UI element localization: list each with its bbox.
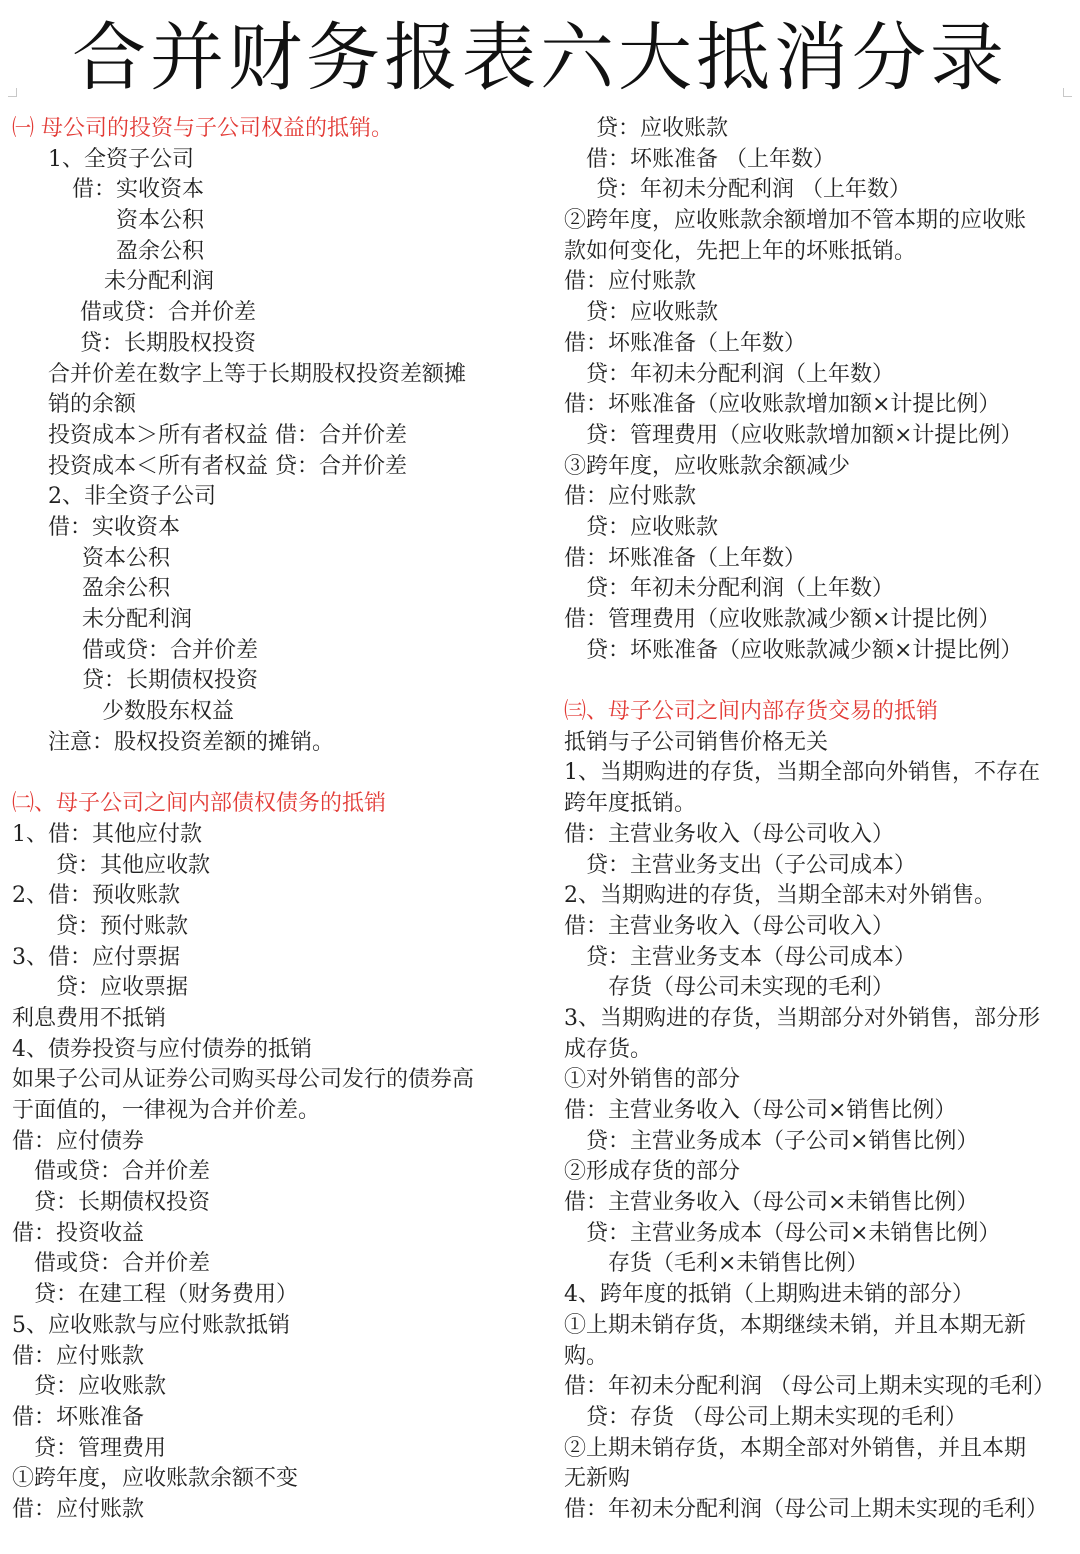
section-heading: ㈠ 母公司的投资与子公司权益的抵销。	[12, 116, 393, 141]
entry-line: 借：坏账准备	[12, 1404, 145, 1430]
entry-line: 资本公积	[116, 208, 205, 234]
entry-line: ①对外销售的部分	[564, 1067, 741, 1093]
entry-line: 借：主营业务收入（母公司收入）	[564, 821, 895, 847]
entry-line: 贷：年初未分配利润（上年数）	[586, 576, 895, 602]
entry-line: 借：坏账准备（上年数）	[564, 545, 807, 571]
entry-line: 贷：预付账款	[56, 913, 189, 939]
section-heading: ㈢、母子公司之间内部存货交易的抵销	[564, 699, 939, 725]
entry-line: 贷：年初未分配利润 （上年数）	[596, 177, 911, 203]
entry-line: 无新购	[564, 1466, 631, 1492]
entry-line: 如果子公司从证券公司购买母公司发行的债券高	[12, 1067, 475, 1093]
section-spacer	[564, 666, 1074, 697]
entry-line: ②上期未销存货，本期全部对外销售，并且本期	[564, 1435, 1027, 1461]
entry-line: 借：主营业务收入（母公司×销售比例）	[564, 1098, 957, 1123]
entry-line: 借或贷：合并价差	[82, 637, 259, 663]
entry-line: 1、借：其他应付款	[12, 821, 202, 847]
entry-line: 贷：管理费用	[34, 1435, 167, 1461]
entry-line: 4、跨年度的抵销（上期购进未销的部分）	[564, 1282, 974, 1308]
entry-line: 成存货。	[564, 1036, 653, 1062]
crop-mark-right	[1063, 88, 1072, 97]
document-title: 合并财务报表六大抵消分录	[72, 15, 1008, 101]
entry-line: 贷：长期债权投资	[34, 1190, 211, 1216]
entry-line: 借：应付账款	[564, 269, 697, 295]
entry-line: 贷：管理费用（应收账款增加额×计提比例）	[586, 422, 1023, 448]
entry-line: 贷：长期股权投资	[80, 330, 257, 356]
entry-line: 少数股东权益	[102, 699, 235, 725]
entry-line: 贷：坏账准备（应收账款减少额×计提比例）	[586, 637, 1023, 663]
entry-line: 贷：应收账款	[596, 116, 729, 141]
left-column	[12, 114, 542, 1526]
entry-line: ③跨年度，应收账款余额减少	[564, 453, 851, 479]
entry-line: 投资成本＞所有者权益 借：合并价差	[48, 422, 407, 448]
entry-line: 于面值的，一律视为合并价差。	[12, 1098, 321, 1123]
entry-line: 存货（毛利×未销售比例）	[608, 1251, 869, 1277]
entry-line: ②跨年度，应收账款余额增加不管本期的应收账	[564, 208, 1027, 234]
entry-line: 贷：主营业务支本（母公司成本）	[586, 944, 917, 970]
entry-line: 2、借：预收账款	[12, 883, 180, 909]
entry-line: ①跨年度，应收账款余额不变	[12, 1466, 299, 1492]
entry-line: 2、当期购进的存货，当期全部未对外销售。	[564, 883, 996, 909]
entry-line: 4、债券投资与应付债券的抵销	[12, 1036, 312, 1062]
entry-line: 合并价差在数字上等于长期股权投资差额摊	[48, 361, 467, 387]
entry-line: 贷：在建工程（财务费用）	[34, 1282, 299, 1308]
entry-line: 3、借：应付票据	[12, 944, 180, 970]
entry-line: 1、全资子公司	[48, 146, 194, 172]
entry-line: 贷：应收账款	[586, 300, 719, 326]
entry-line: 贷：主营业务支出（子公司成本）	[586, 852, 917, 878]
entry-line: 投资成本＜所有者权益 贷：合并价差	[48, 453, 407, 479]
entry-line: 借或贷：合并价差	[34, 1159, 211, 1185]
entry-line: 未分配利润	[82, 607, 193, 632]
entry-line: 借或贷：合并价差	[80, 300, 257, 326]
section-spacer	[12, 758, 542, 789]
entry-line: ②形成存货的部分	[564, 1159, 741, 1185]
entry-line: 贷：年初未分配利润（上年数）	[586, 361, 895, 387]
entry-line: 2、非全资子公司	[48, 484, 216, 510]
entry-line: ①上期未销存货，本期继续未销，并且本期无新	[564, 1312, 1027, 1338]
entry-line: 借：坏账准备（应收账款增加额×计提比例）	[564, 392, 1001, 418]
entry-line: 借：主营业务收入（母公司收入）	[564, 913, 895, 939]
entry-line: 存货（母公司未实现的毛利）	[608, 975, 895, 1001]
entry-line: 注意：股权投资差额的摊销。	[48, 729, 335, 755]
entry-line: 跨年度抵销。	[564, 791, 697, 817]
entry-line: 借：实收资本	[48, 514, 181, 540]
entry-line: 借或贷：合并价差	[34, 1251, 211, 1277]
entry-line: 购。	[564, 1343, 609, 1369]
entry-line: 销的余额	[48, 392, 137, 418]
section-heading: ㈡、母子公司之间内部债权债务的抵销	[12, 791, 387, 817]
entry-line: 1、当期购进的存货，当期全部向外销售，不存在	[564, 760, 1040, 786]
entry-line: 贷：存货 （母公司上期未实现的毛利）	[586, 1404, 967, 1430]
entry-line: 借：应付账款	[12, 1496, 145, 1522]
entry-line: 借：应付债券	[12, 1128, 145, 1154]
entry-line: 贷：长期债权投资	[82, 668, 259, 694]
entry-line: 借：应付账款	[564, 484, 697, 510]
right-column	[564, 114, 1074, 1526]
entry-line: 贷：应收账款	[34, 1374, 167, 1400]
entry-line: 利息费用不抵销	[12, 1005, 167, 1031]
entry-line: 款如何变化，先把上年的坏账抵销。	[564, 238, 917, 264]
entry-line: 盈余公积	[82, 576, 171, 602]
entry-line: 盈余公积	[116, 238, 205, 264]
entry-line: 贷：其他应收款	[56, 852, 211, 878]
entry-line: 借：年初未分配利润 （母公司上期未实现的毛利）	[564, 1374, 1055, 1400]
entry-line: 借：应付账款	[12, 1343, 145, 1369]
entry-line: 贷：应收票据	[56, 975, 189, 1001]
entry-line: 未分配利润	[104, 269, 215, 295]
entry-line: 借：年初未分配利润（母公司上期未实现的毛利）	[564, 1496, 1049, 1522]
entry-line: 借：投资收益	[12, 1220, 145, 1246]
entry-line: 借：主营业务收入（母公司×未销售比例）	[564, 1190, 979, 1216]
entry-line: 贷：主营业务成本（子公司×销售比例）	[586, 1128, 979, 1154]
entry-line: 借：实收资本	[72, 177, 205, 203]
entry-line: 抵销与子公司销售价格无关	[564, 729, 829, 755]
crop-mark-left	[8, 88, 17, 97]
entry-line: 3、当期购进的存货，当期部分对外销售，部分形	[564, 1005, 1040, 1031]
entry-line: 贷：主营业务成本（母公司×未销售比例）	[586, 1220, 1001, 1246]
entry-line: 借：坏账准备 （上年数）	[586, 146, 835, 172]
entry-line: 5、应收账款与应付账款抵销	[12, 1312, 290, 1338]
entry-line: 贷：应收账款	[586, 514, 719, 540]
entry-line: 借：坏账准备（上年数）	[564, 330, 807, 356]
entry-line: 资本公积	[82, 545, 171, 571]
entry-line: 借：管理费用（应收账款减少额×计提比例）	[564, 607, 1001, 632]
